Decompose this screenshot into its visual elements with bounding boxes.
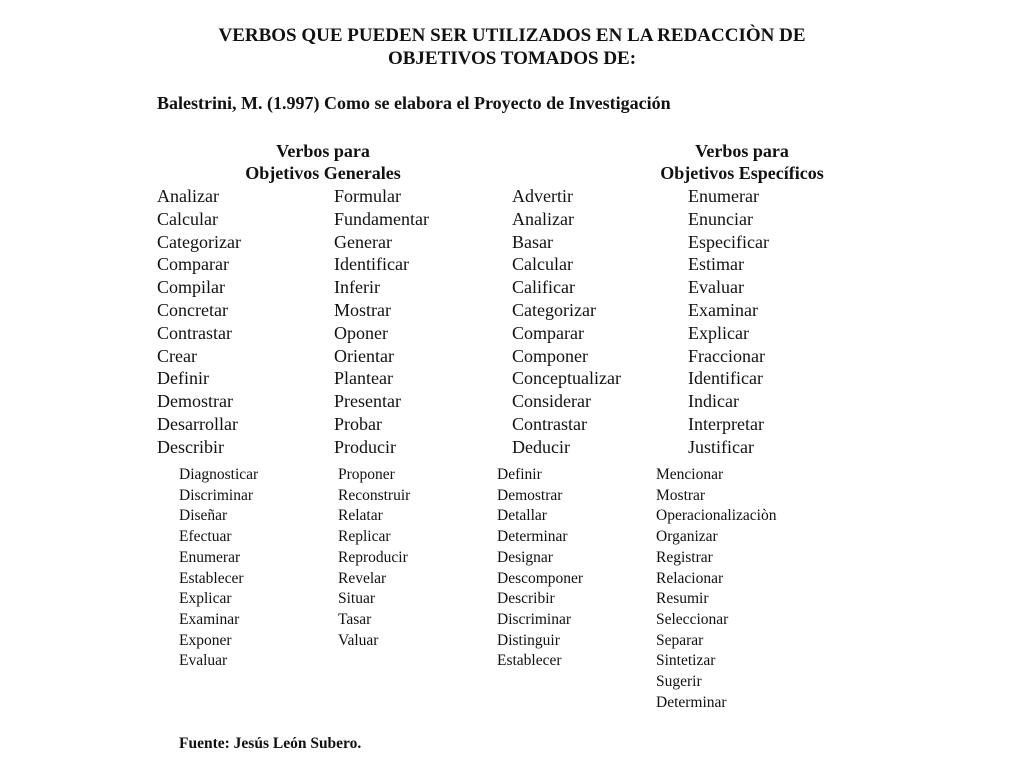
verb-item: Componer (512, 345, 588, 366)
verb-item: Oponer (334, 322, 388, 343)
verb-item: Generar (334, 231, 392, 252)
verb-item: Diseñar (179, 507, 228, 525)
document-title (0, 24, 1024, 70)
verb-item: Considerar (512, 391, 591, 412)
verb-item: Reproducir (338, 548, 408, 566)
verb-item: Probar (334, 413, 382, 434)
verb-item: Basar (512, 231, 553, 252)
verb-item: Resumir (656, 590, 709, 608)
verb-item: Desarrollar (157, 413, 238, 434)
verb-item: Crear (157, 345, 197, 366)
verb-item: Comparar (157, 254, 229, 275)
verb-item: Distinguir (497, 631, 560, 649)
additional-verbs-column-1 (179, 465, 258, 672)
bibliographic-reference: Balestrini, M. (1.997) Como se elabora el Proyecto de Investigación (157, 93, 671, 113)
title-line-1: VERBOS QUE PUEDEN SER UTILIZADOS EN LA REDACCIÒN DE (218, 25, 806, 46)
verb-item: Producir (334, 436, 396, 457)
verb-item: Especificar (688, 231, 769, 252)
general-verbs-column-1 (157, 185, 241, 459)
specific-objectives-header (648, 140, 836, 184)
verb-item: Conceptualizar (512, 368, 621, 389)
verb-item: Analizar (157, 186, 219, 206)
verb-item: Calcular (157, 208, 218, 229)
verb-item: Justificar (688, 436, 754, 457)
additional-verbs-column-2 (338, 465, 410, 651)
verb-item: Sintetizar (656, 652, 716, 670)
verb-item: Identificar (688, 368, 763, 389)
verb-item: Explicar (688, 322, 749, 343)
verb-item: Discriminar (179, 486, 254, 504)
verb-item: Tasar (338, 610, 372, 628)
verb-item: Explicar (179, 590, 232, 608)
verb-item: Determinar (656, 693, 727, 711)
additional-verbs-column-3 (497, 465, 583, 672)
verb-item: Inferir (334, 277, 380, 298)
verb-item: Compilar (157, 277, 225, 298)
verb-item: Designar (497, 548, 553, 566)
verb-item: Descomponer (497, 569, 584, 587)
verb-item: Contrastar (512, 413, 587, 434)
verb-item: Categorizar (157, 231, 241, 252)
verb-item: Establecer (497, 652, 562, 670)
verb-item: Interpretar (688, 413, 764, 434)
general-verbs-column-2 (334, 185, 429, 459)
verb-item: Formular (334, 186, 401, 206)
verb-item: Discriminar (497, 610, 572, 628)
verb-item: Efectuar (179, 528, 232, 546)
verb-item: Exponer (179, 631, 232, 649)
verb-item: Operacionalizaciòn (656, 507, 777, 525)
verb-item: Orientar (334, 345, 394, 366)
specific-verbs-column-1 (512, 185, 621, 459)
verb-item: Contrastar (157, 322, 232, 343)
verb-item: Demostrar (157, 391, 233, 412)
verb-item: Analizar (512, 208, 574, 229)
verb-item: Advertir (512, 186, 573, 206)
verb-item: Estimar (688, 254, 744, 275)
verb-item: Detallar (497, 507, 547, 525)
verb-item: Categorizar (512, 299, 596, 320)
verb-item: Relacionar (656, 569, 724, 587)
source-note: Fuente: Jesús León Subero. (179, 735, 362, 752)
verb-item: Fraccionar (688, 345, 765, 366)
verb-item: Examinar (688, 299, 758, 320)
verb-item: Separar (656, 631, 704, 649)
verb-item: Proponer (338, 466, 395, 483)
verb-item: Calificar (512, 277, 575, 298)
verb-item: Fundamentar (334, 208, 429, 229)
verb-item: Enunciar (688, 208, 753, 229)
verb-item: Diagnosticar (179, 466, 259, 483)
verb-item: Definir (157, 368, 209, 389)
verb-item: Enumerar (688, 186, 759, 206)
verb-item: Calcular (512, 254, 573, 275)
general-objectives-header (232, 140, 414, 184)
verb-item: Definir (497, 466, 542, 483)
general-header-line-1: Verbos para (276, 141, 370, 161)
verb-item: Mostrar (334, 299, 391, 320)
verb-item: Organizar (656, 528, 718, 546)
verb-item: Relatar (338, 507, 383, 525)
verb-item: Describir (157, 436, 224, 457)
verb-item: Mencionar (656, 466, 724, 483)
verb-item: Presentar (334, 391, 401, 412)
verb-item: Reconstruir (338, 486, 411, 504)
specific-header-line-2: Objetivos Específicos (660, 163, 824, 183)
verb-item: Replicar (338, 528, 391, 546)
verb-item: Deducir (512, 436, 570, 457)
additional-verbs-column-4 (656, 465, 777, 713)
verb-item: Sugerir (656, 673, 702, 691)
verb-item: Comparar (512, 322, 584, 343)
verb-item: Mostrar (656, 486, 706, 504)
verb-item: Enumerar (179, 548, 241, 566)
specific-header-line-1: Verbos para (695, 141, 789, 161)
verb-item: Evaluar (179, 652, 228, 670)
verb-item: Demostrar (497, 486, 563, 504)
verb-item: Situar (338, 590, 376, 608)
verb-item: Plantear (334, 368, 393, 389)
verb-item: Valuar (338, 631, 379, 649)
verb-item: Establecer (179, 569, 244, 587)
verb-item: Describir (497, 590, 555, 608)
verb-item: Identificar (334, 254, 409, 275)
verb-item: Concretar (157, 299, 228, 320)
general-header-line-2: Objetivos Generales (245, 163, 401, 183)
verb-item: Seleccionar (656, 610, 729, 628)
title-line-2: OBJETIVOS TOMADOS DE: (387, 48, 637, 69)
verb-item: Determinar (497, 528, 568, 546)
verb-item: Examinar (179, 610, 240, 628)
verb-item: Indicar (688, 391, 739, 412)
verb-item: Revelar (338, 569, 387, 587)
verb-item: Evaluar (688, 277, 744, 298)
verb-item: Registrar (656, 548, 713, 566)
specific-verbs-column-2 (688, 185, 769, 459)
